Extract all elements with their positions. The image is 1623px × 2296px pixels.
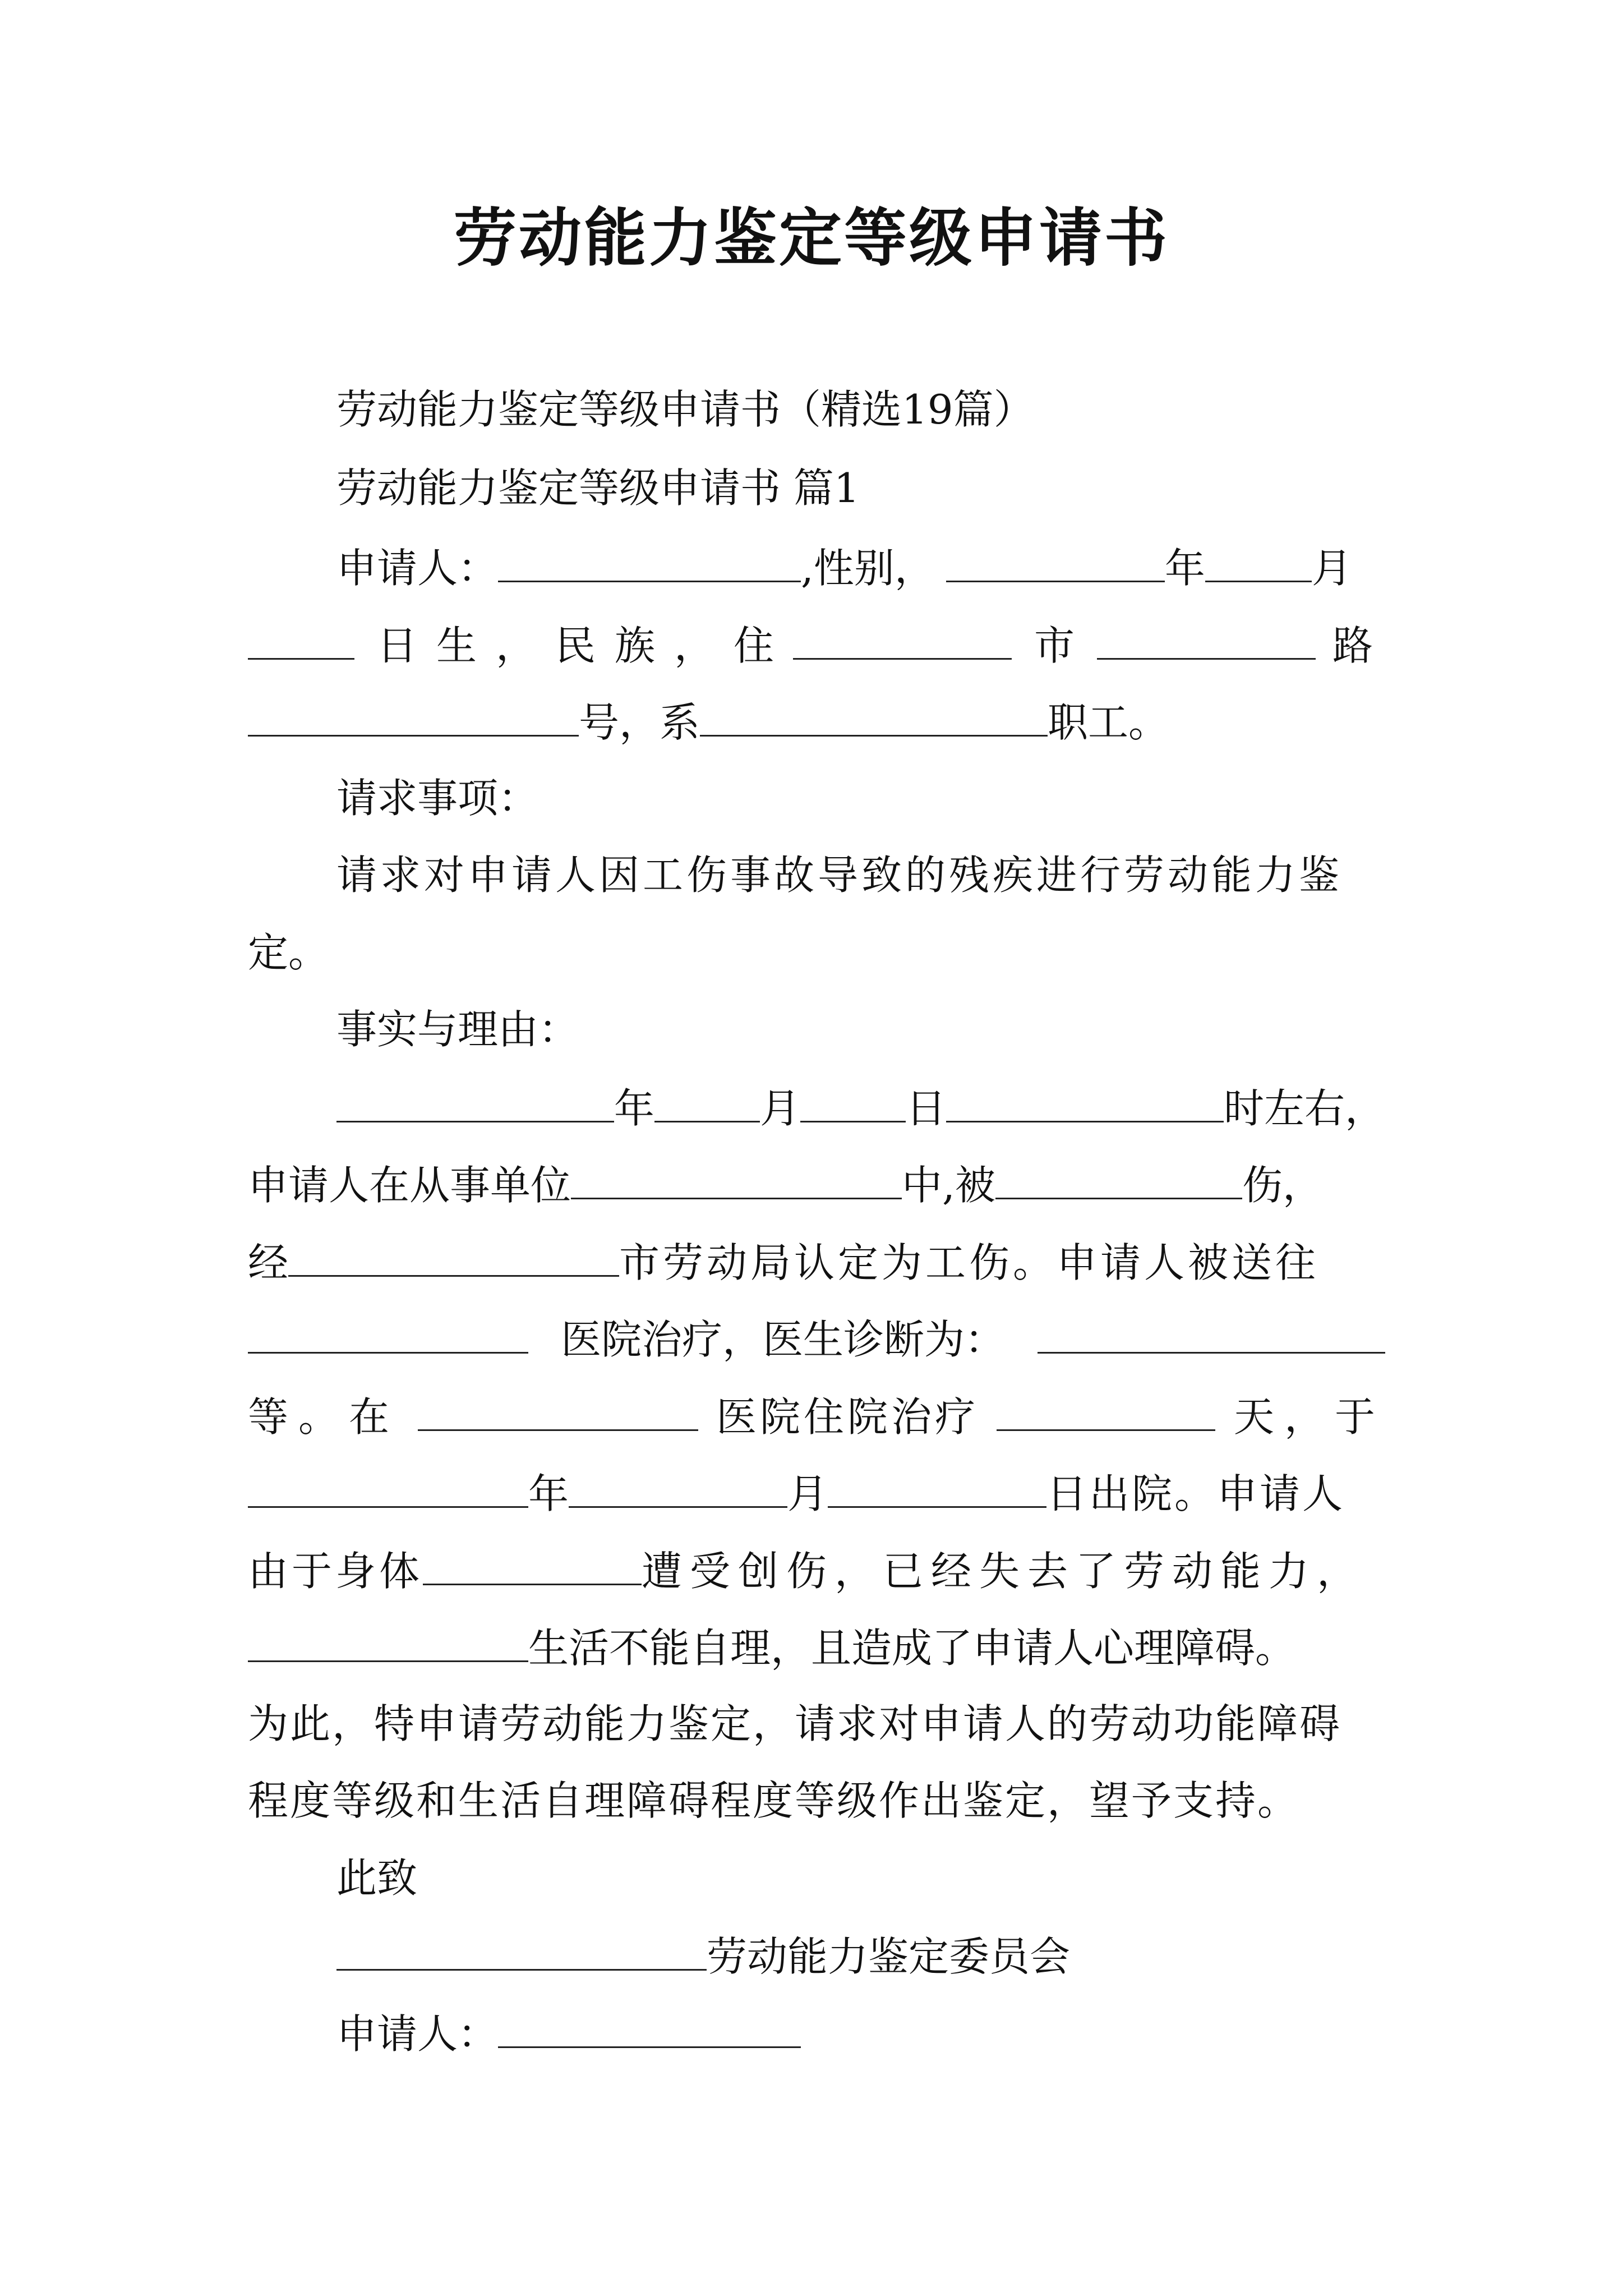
facts-line1 bbox=[336, 1082, 1385, 1132]
facts-text: 经 bbox=[248, 1239, 289, 1286]
facts-text: 遭受创伤，已经失去了劳动能力， bbox=[642, 1548, 1366, 1595]
birth-month-blank[interactable] bbox=[1205, 541, 1312, 582]
incident-month-blank[interactable] bbox=[654, 1082, 760, 1122]
body-part-blank[interactable] bbox=[423, 1544, 642, 1585]
facts-text: 医院住院治疗 bbox=[716, 1393, 979, 1441]
hospital-blank[interactable] bbox=[248, 1313, 528, 1354]
worker-label: 职工。 bbox=[1048, 699, 1169, 746]
injury-cause-blank[interactable] bbox=[995, 1158, 1242, 1199]
signature-blank[interactable] bbox=[498, 2007, 801, 2048]
facts-text: 生活不能自理，且造成了申请人心理障碍。 bbox=[528, 1625, 1296, 1672]
committee-line bbox=[336, 1930, 1385, 1980]
city-label: 市 bbox=[1034, 622, 1075, 669]
facts-text: 日出院。申请人 bbox=[1046, 1470, 1345, 1517]
incident-hour-blank[interactable] bbox=[946, 1082, 1224, 1122]
facts-line4 bbox=[248, 1313, 1385, 1363]
facts-text: 中,被 bbox=[902, 1162, 995, 1209]
facts-text: 伤， bbox=[1242, 1162, 1323, 1209]
employer-blank[interactable] bbox=[700, 696, 1048, 737]
daily-living-blank[interactable] bbox=[248, 1621, 528, 1662]
month-label: 月 bbox=[787, 1470, 828, 1517]
discharge-month-blank[interactable] bbox=[569, 1467, 787, 1508]
road-label: 路 bbox=[1332, 622, 1373, 669]
facts-line9: 为此，特申请劳动能力鉴定，请求对申请人的劳动功能障碍 bbox=[248, 1700, 1342, 1747]
facts-text: 天，于 bbox=[1233, 1393, 1385, 1441]
document-title: 劳动能力鉴定等级申请书 bbox=[454, 201, 1169, 275]
applicant-label: 申请人： bbox=[336, 545, 499, 592]
facts-text: 由于身体 bbox=[248, 1548, 423, 1595]
committee-location-blank[interactable] bbox=[336, 1930, 707, 1971]
facts-line7 bbox=[248, 1544, 1385, 1595]
year-label: 年 bbox=[614, 1085, 654, 1132]
applicant-name-blank[interactable] bbox=[498, 541, 801, 582]
residence-blank[interactable] bbox=[793, 619, 1012, 660]
facts-text: 等。在 bbox=[248, 1393, 400, 1441]
time-label: 时左右， bbox=[1223, 1085, 1385, 1132]
born-ethnicity-label: 日生，民族，住 bbox=[377, 622, 794, 669]
committee-name: 劳动能力鉴定委员会 bbox=[707, 1933, 1071, 1980]
applicant-line bbox=[336, 541, 1385, 592]
address-line bbox=[248, 619, 1385, 669]
diagnosis-blank[interactable] bbox=[1038, 1313, 1385, 1354]
street-number-blank[interactable] bbox=[248, 696, 579, 737]
facts-heading: 事实与理由： bbox=[336, 1006, 579, 1053]
month-label: 月 bbox=[759, 1085, 800, 1132]
hospital-days-blank[interactable] bbox=[997, 1390, 1215, 1431]
facts-text: 申请人在从事单位 bbox=[248, 1162, 571, 1209]
signature-label: 申请人： bbox=[336, 2010, 499, 2058]
year-label: 年 bbox=[528, 1470, 569, 1517]
discharge-day-blank[interactable] bbox=[828, 1467, 1046, 1508]
facts-line2 bbox=[248, 1158, 1385, 1209]
subtitle: 劳动能力鉴定等级申请书（精选19篇） bbox=[336, 386, 1034, 433]
gender-label: ,性别， bbox=[801, 545, 935, 592]
facts-text: 市劳动局认定为工伤。申请人被送往 bbox=[619, 1239, 1320, 1286]
discharge-year-blank[interactable] bbox=[248, 1467, 528, 1508]
request-heading: 请求事项： bbox=[336, 775, 539, 822]
closing: 此致 bbox=[336, 1855, 418, 1902]
day-label: 日 bbox=[906, 1085, 947, 1132]
facts-line6 bbox=[248, 1467, 1385, 1517]
incident-year-blank[interactable] bbox=[336, 1082, 614, 1122]
signature-line bbox=[336, 2007, 1385, 2058]
inpatient-hospital-blank[interactable] bbox=[418, 1390, 698, 1431]
street-blank[interactable] bbox=[1097, 619, 1316, 660]
incident-day-blank[interactable] bbox=[800, 1082, 906, 1122]
facts-text: 医院治疗，医生诊断为： bbox=[560, 1316, 1005, 1363]
request-text-line2: 定。 bbox=[248, 929, 329, 976]
gender-blank[interactable] bbox=[946, 541, 1165, 582]
employer-line bbox=[248, 696, 1385, 746]
birth-day-blank[interactable] bbox=[248, 619, 354, 660]
facts-line3 bbox=[248, 1236, 1385, 1286]
facts-line10: 程度等级和生活自理障碍程度等级作出鉴定，望予支持。 bbox=[248, 1777, 1300, 1824]
section-heading: 劳动能力鉴定等级申请书 篇1 bbox=[336, 464, 860, 512]
month-label: 月 bbox=[1311, 545, 1352, 592]
facts-line8 bbox=[248, 1621, 1385, 1672]
number-label: 号，系 bbox=[579, 699, 700, 746]
certifying-city-blank[interactable] bbox=[288, 1236, 619, 1277]
request-text-line1: 请求对申请人因工伤事故导致的残疾进行劳动能力鉴 bbox=[336, 852, 1343, 899]
year-label: 年 bbox=[1164, 545, 1205, 592]
work-unit-blank[interactable] bbox=[571, 1158, 902, 1199]
facts-line5 bbox=[248, 1390, 1385, 1441]
